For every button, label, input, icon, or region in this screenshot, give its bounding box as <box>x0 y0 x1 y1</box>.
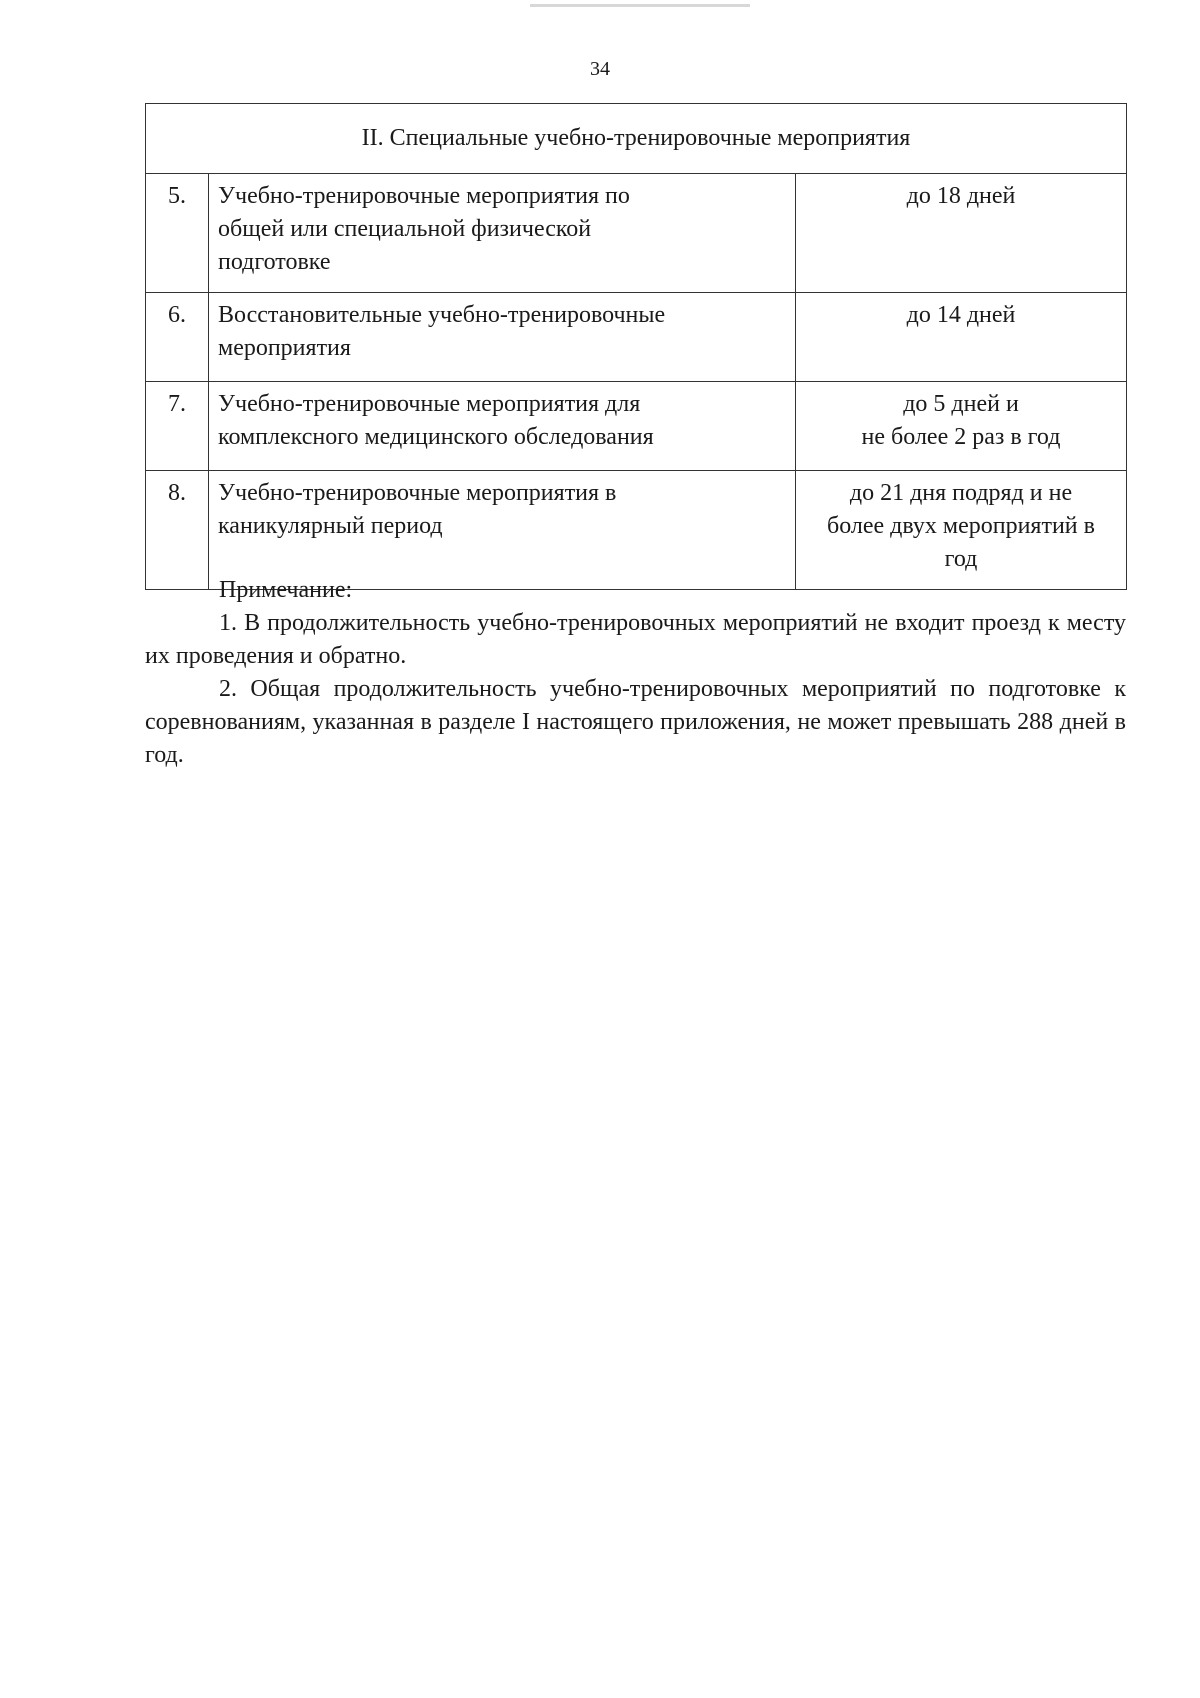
activity-duration: до 14 дней <box>796 293 1127 382</box>
note-item: 1. В продолжительность учебно-тренировочных мероприятий не входит проезд к месту их проведения и обратно. <box>145 610 1126 669</box>
scan-artifact <box>530 4 750 7</box>
notes-section <box>145 574 1126 772</box>
row-number: 7. <box>146 382 209 471</box>
table-row <box>146 293 1127 382</box>
activity-duration: до 21 дня подряд и не более двух мероприятий в год <box>796 471 1127 590</box>
row-number: 8. <box>146 471 209 590</box>
table-row <box>146 174 1127 293</box>
table-row <box>146 471 1127 590</box>
activity-name: Восстановительные учебно-тренировочные мероприятия <box>209 293 796 382</box>
activity-name: Учебно-тренировочные мероприятия в каникулярный период <box>209 471 796 590</box>
row-number: 5. <box>146 174 209 293</box>
row-number: 6. <box>146 293 209 382</box>
activity-duration: до 5 дней и не более 2 раз в год <box>796 382 1127 471</box>
activity-name: Учебно-тренировочные мероприятия по общей или специальной физической подготовке <box>209 174 796 293</box>
table-row <box>146 382 1127 471</box>
notes-title: Примечание: <box>219 577 353 603</box>
page-number: 34 <box>590 58 610 80</box>
note-item: 2. Общая продолжительность учебно-тренировочных мероприятий по подготовке к соревнованиям, указанная в разделе I настоящего приложения, не может превышать 288 дней в год. <box>145 676 1126 768</box>
section-title: II. Специальные учебно-тренировочные мероприятия <box>146 104 1127 174</box>
activities-table <box>145 103 1127 590</box>
activity-duration: до 18 дней <box>796 174 1127 293</box>
activity-name: Учебно-тренировочные мероприятия для комплексного медицинского обследования <box>209 382 796 471</box>
section-header-row <box>146 104 1127 174</box>
